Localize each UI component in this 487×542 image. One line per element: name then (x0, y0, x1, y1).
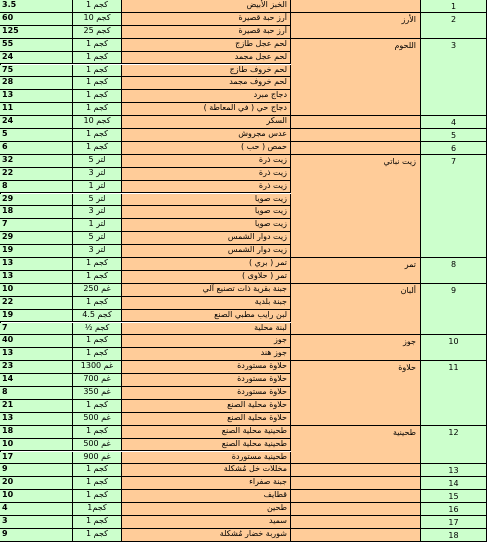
item-name-cell: أرز حبة قصيرة (122, 26, 291, 39)
item-name-cell: دجاج حي ( في المعاطة ) (122, 103, 291, 116)
row-number-cell: 14 (421, 477, 487, 490)
quantity-cell: ½ كجم (73, 323, 122, 336)
quantity-cell: 350 غم (73, 387, 122, 400)
item-name-cell: زيت دوار الشمس (122, 232, 291, 245)
price-cell: 18 (0, 426, 73, 439)
row-number-cell: 16 (421, 503, 487, 516)
row-number-cell: 10 (421, 335, 487, 361)
quantity-cell: 3 لتر (73, 245, 122, 258)
quantity-cell: 1 كجم (73, 77, 122, 90)
category-cell (291, 490, 421, 503)
quantity-cell: 1 لتر (73, 181, 122, 194)
price-cell: 55 (0, 39, 73, 52)
item-name-cell: طحين (122, 503, 291, 516)
quantity-cell: 1 كجم (73, 516, 122, 529)
item-name-cell: زيت ذرة (122, 168, 291, 181)
quantity-cell: 1 كجم (73, 335, 122, 348)
category-cell (291, 529, 421, 542)
category-cell (291, 516, 421, 529)
price-cell: 10 (0, 284, 73, 297)
quantity-cell: 1 كجم (73, 529, 122, 542)
item-name-cell: لحم خروف مجمد (122, 77, 291, 90)
row-number-cell: 4 (421, 116, 487, 129)
item-name-cell: قطايف (122, 490, 291, 503)
price-cell: 23 (0, 361, 73, 374)
item-name-cell: عدس مجروش (122, 129, 291, 142)
price-cell: 22 (0, 297, 73, 310)
price-cell: 21 (0, 400, 73, 413)
item-name-cell: الخبز الأبيض (122, 0, 291, 13)
row-number-cell: 15 (421, 490, 487, 503)
row-number-cell: 13 (421, 464, 487, 477)
category-cell: اللحوم (291, 39, 421, 116)
row-number-cell: 17 (421, 516, 487, 529)
item-name-cell: جبنة بلدية (122, 297, 291, 310)
price-cell: 8 (0, 181, 73, 194)
quantity-cell: 10 كجم (73, 13, 122, 26)
price-cell: 10 (0, 490, 73, 503)
item-name-cell: طحينية محلية الصنع (122, 439, 291, 452)
row-number-cell: 3 (421, 39, 487, 116)
item-name-cell: لبن رايب مطبي الصنع (122, 310, 291, 323)
row-number-cell: 6 (421, 142, 487, 155)
item-name-cell: طحينية محلية الصنع (122, 426, 291, 439)
price-cell: 11 (0, 103, 73, 116)
item-name-cell: زيت صويا (122, 194, 291, 207)
item-name-cell: لبنة محلية (122, 323, 291, 336)
quantity-cell: 1300 غم (73, 361, 122, 374)
price-cell: 18 (0, 206, 73, 219)
price-cell: 20 (0, 477, 73, 490)
price-cell: 9 (0, 464, 73, 477)
row-number-cell: 12 (421, 426, 487, 465)
quantity-cell: 500 غم (73, 413, 122, 426)
category-cell (291, 129, 421, 142)
price-cell: 28 (0, 77, 73, 90)
item-name-cell: دجاج مبرد (122, 90, 291, 103)
quantity-cell: 1 كجم (73, 400, 122, 413)
item-name-cell: حلاوة محلية الصنع (122, 413, 291, 426)
price-cell: 22 (0, 168, 73, 181)
category-cell: تمر (291, 258, 421, 284)
item-name-cell: مخللات خل مُشكلة (122, 464, 291, 477)
price-cell: 13 (0, 90, 73, 103)
item-name-cell: أرز حبة قصيرة (122, 13, 291, 26)
quantity-cell: 1 كجم (73, 477, 122, 490)
quantity-cell: 500 غم (73, 439, 122, 452)
quantity-cell: 1 كجم (73, 258, 122, 271)
price-cell: 32 (0, 155, 73, 168)
quantity-cell: 1 كجم (73, 464, 122, 477)
price-cell: 13 (0, 271, 73, 284)
item-name-cell: زيت دوار الشمس (122, 245, 291, 258)
quantity-cell: 1 كجم (73, 348, 122, 361)
item-name-cell: حمص ( حب ) (122, 142, 291, 155)
row-number-cell: 11 (421, 361, 487, 426)
price-cell: 3 (0, 516, 73, 529)
price-cell: 19 (0, 310, 73, 323)
quantity-cell: 1 كجم (73, 129, 122, 142)
category-cell (291, 503, 421, 516)
item-name-cell: طحينية مستوردة (122, 452, 291, 465)
category-cell: جوز (291, 335, 421, 361)
item-name-cell: لحم عجل طازج (122, 39, 291, 52)
quantity-cell: 1 كجم (73, 103, 122, 116)
item-name-cell: جبنة صفراء (122, 477, 291, 490)
item-name-cell: جوز (122, 335, 291, 348)
item-name-cell: زيت صويا (122, 219, 291, 232)
category-cell (291, 0, 421, 13)
item-name-cell: حلاوة مستوردة (122, 387, 291, 400)
price-cell: 10 (0, 439, 73, 452)
quantity-cell: 1 كجم (73, 0, 122, 13)
row-number-cell: 7 (421, 155, 487, 258)
price-cell: 7 (0, 323, 73, 336)
price-cell: 17 (0, 452, 73, 465)
row-number-cell: 9 (421, 284, 487, 336)
item-name-cell: حلاوة مستوردة (122, 374, 291, 387)
quantity-cell: 1 كجم (73, 65, 122, 78)
quantity-cell: 1 كجم (73, 271, 122, 284)
item-name-cell: جبنة بقرية ذات تصنيع آلي (122, 284, 291, 297)
category-cell (291, 477, 421, 490)
item-name-cell: السكر (122, 116, 291, 129)
category-cell: الأرز (291, 13, 421, 39)
price-cell: 19 (0, 245, 73, 258)
quantity-cell: 1 لتر (73, 219, 122, 232)
row-number-cell: 18 (421, 529, 487, 542)
price-cell: 24 (0, 116, 73, 129)
category-cell: ألبان (291, 284, 421, 336)
quantity-cell: 10 كجم (73, 116, 122, 129)
quantity-cell: 3 لتر (73, 206, 122, 219)
item-name-cell: زيت صويا (122, 206, 291, 219)
row-number-cell: 2 (421, 13, 487, 39)
quantity-cell: 1 كجم (73, 142, 122, 155)
price-cell: 8 (0, 387, 73, 400)
price-cell: 40 (0, 335, 73, 348)
item-name-cell: زيت ذرة (122, 155, 291, 168)
quantity-cell: 1 كجم (73, 90, 122, 103)
item-name-cell: تمر ( حلاوى ) (122, 271, 291, 284)
price-cell: 4 (0, 503, 73, 516)
price-cell: 13 (0, 413, 73, 426)
quantity-cell: 1كجم (73, 503, 122, 516)
price-cell: 3.5 (0, 0, 73, 13)
category-cell (291, 464, 421, 477)
price-cell: 75 (0, 65, 73, 78)
quantity-cell: 5 لتر (73, 232, 122, 245)
price-cell: 125 (0, 26, 73, 39)
quantity-cell: 900 غم (73, 452, 122, 465)
item-name-cell: لحم خروف طازج (122, 65, 291, 78)
quantity-cell: 700 غم (73, 374, 122, 387)
item-name-cell: تمر ( بري ) (122, 258, 291, 271)
price-cell: 6 (0, 142, 73, 155)
item-name-cell: جوز هند (122, 348, 291, 361)
item-name-cell: حلاوة مستوردة (122, 361, 291, 374)
row-number-cell: 5 (421, 129, 487, 142)
price-cell: 13 (0, 258, 73, 271)
price-cell: 60 (0, 13, 73, 26)
category-cell: طحينية (291, 426, 421, 465)
quantity-cell: 1 كجم (73, 297, 122, 310)
row-number-cell: 1 (421, 0, 487, 13)
price-cell: 5 (0, 129, 73, 142)
price-cell: 14 (0, 374, 73, 387)
quantity-cell: 3 لتر (73, 168, 122, 181)
quantity-cell: 1 كجم (73, 52, 122, 65)
quantity-cell: 25 كجم (73, 26, 122, 39)
row-number-cell: 8 (421, 258, 487, 284)
item-name-cell: شوربة خضار مُشكلة (122, 529, 291, 542)
category-cell (291, 116, 421, 129)
quantity-cell: 5 لتر (73, 155, 122, 168)
price-cell: 29 (0, 194, 73, 207)
category-cell (291, 142, 421, 155)
quantity-cell: 250 غم (73, 284, 122, 297)
price-cell: 7 (0, 219, 73, 232)
quantity-cell: 1 كجم (73, 490, 122, 503)
price-cell: 24 (0, 52, 73, 65)
price-cell: 9 (0, 529, 73, 542)
item-name-cell: زيت ذرة (122, 181, 291, 194)
price-cell: 13 (0, 348, 73, 361)
quantity-cell: 1 كجم (73, 39, 122, 52)
quantity-cell: 4.5 كجم (73, 310, 122, 323)
quantity-cell: 5 لتر (73, 194, 122, 207)
item-name-cell: حلاوة محلية الصنع (122, 400, 291, 413)
price-cell: 29 (0, 232, 73, 245)
item-name-cell: سميد (122, 516, 291, 529)
category-cell: زيت نباتي (291, 155, 421, 258)
category-cell: حلاوة (291, 361, 421, 426)
item-name-cell: لحم عجل مجمد (122, 52, 291, 65)
quantity-cell: 1 كجم (73, 426, 122, 439)
